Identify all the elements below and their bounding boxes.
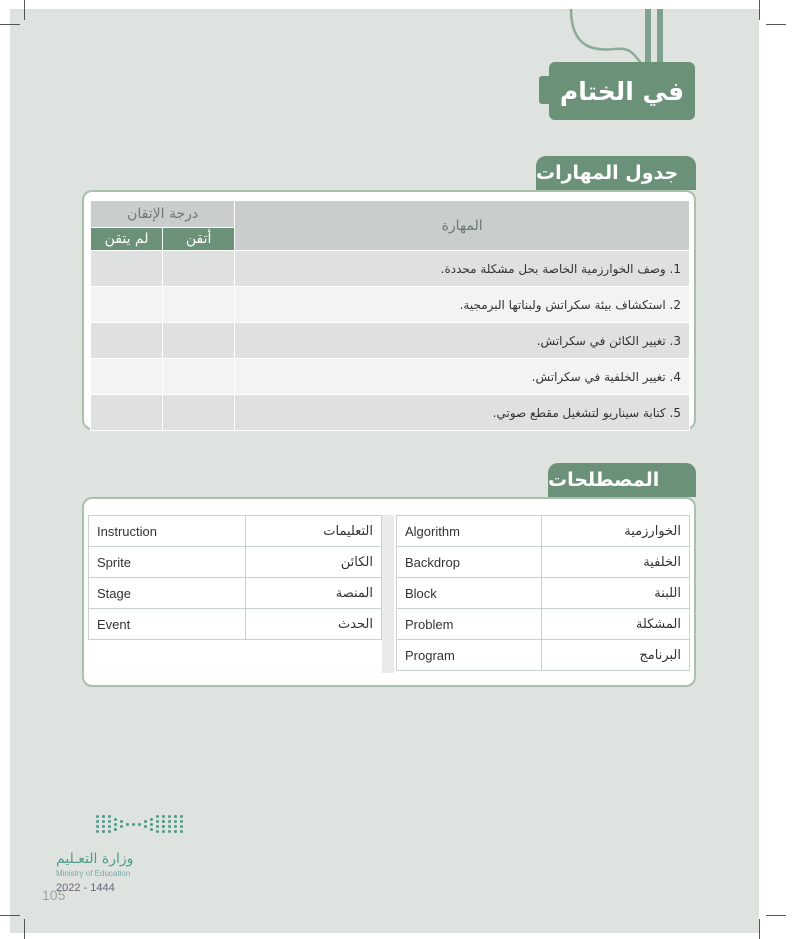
terms-table-left [88,515,382,640]
logo-dot [120,820,123,823]
term-arabic: الحدث [245,609,381,640]
term-english: Program [397,640,542,671]
mastered-checkbox[interactable] [163,323,235,359]
logo-dot [108,825,111,828]
term-english: Stage [89,578,246,609]
term-english: Sprite [89,547,246,578]
crop-mark [0,24,20,25]
ministry-logo-icon [96,815,188,837]
crop-mark [766,915,786,916]
logo-dot [96,820,99,823]
logo-dot [168,825,171,828]
table-row [91,359,690,395]
skill-text: 4. تغيير الخلفية في سكراتش. [235,359,690,395]
logo-dot [180,830,183,833]
ministry-name-english: Ministry of Education [56,869,131,878]
skills-title: جدول المهارات [536,162,679,184]
logo-dot [132,823,135,826]
table-row [91,323,690,359]
term-arabic: الخلفية [541,547,689,578]
logo-dot [180,825,183,828]
not-mastered-checkbox[interactable] [91,287,163,323]
term-english: Event [89,609,246,640]
crop-mark [24,919,25,939]
table-row [91,395,690,431]
term-arabic: المشكلة [541,609,689,640]
logo-dot [168,830,171,833]
term-arabic: المنصة [245,578,381,609]
crop-mark [759,0,760,20]
logo-dot [168,815,171,818]
term-english: Algorithm [397,516,542,547]
crop-mark [766,24,786,25]
logo-dot [108,815,111,818]
not-mastered-checkbox[interactable] [91,359,163,395]
logo-dot [126,823,129,826]
table-row [397,547,690,578]
table-row [91,287,690,323]
table-row [397,640,690,671]
mastered-checkbox[interactable] [163,359,235,395]
logo-dot [174,830,177,833]
academic-year: 2022 - 1444 [56,882,115,894]
table-row [89,609,382,640]
skills-title-tab [536,156,696,190]
logo-dot [120,825,123,828]
logo-dot [96,815,99,818]
logo-dot [156,830,159,833]
table-row [397,516,690,547]
term-english: Backdrop [397,547,542,578]
page-number: 105 [42,887,66,903]
logo-dot [174,815,177,818]
table-row [397,578,690,609]
skill-column-header: المهارة [235,201,690,251]
table-row [91,251,690,287]
logo-dot [102,830,105,833]
mastered-checkbox[interactable] [163,251,235,287]
logo-dot [180,820,183,823]
cable-decoration [657,9,663,69]
skill-text: 5. كتابة سيناريو لتشغيل مقطع صوتي. [235,395,690,431]
logo-dot [150,823,153,826]
logo-dot [162,825,165,828]
skill-text: 2. استكشاف بيئة سكراتش ولبناتها البرمجية. [235,287,690,323]
logo-dot [108,820,111,823]
logo-dot [156,820,159,823]
logo-dot [150,818,153,821]
skills-panel [82,190,696,430]
table-row [89,547,382,578]
not-mastered-checkbox[interactable] [91,395,163,431]
logo-dot [162,815,165,818]
logo-dot [114,828,117,831]
logo-dot [174,825,177,828]
chapter-closing-tag [549,62,695,120]
logo-dot [102,825,105,828]
table-row [89,516,382,547]
ministry-name-arabic: وزارة التعـليم [56,851,134,867]
terms-table-right [396,515,690,671]
logo-dot [102,815,105,818]
logo-dot [150,828,153,831]
crop-mark [24,0,25,20]
not-mastered-checkbox[interactable] [91,323,163,359]
mastered-header: أتقن [163,228,235,251]
logo-dot [138,823,141,826]
term-english: Problem [397,609,542,640]
mastered-checkbox[interactable] [163,395,235,431]
not-mastered-checkbox[interactable] [91,251,163,287]
skill-text: 1. وصف الخوارزمية الخاصة بحل مشكلة محددة. [235,251,690,287]
logo-dot [144,825,147,828]
logo-dot [174,820,177,823]
terms-title: المصطلحات [548,469,660,491]
logo-dot [114,823,117,826]
terms-title-tab [548,463,696,497]
logo-dot [156,815,159,818]
closing-title: في الختام [559,76,685,106]
logo-dot [144,820,147,823]
term-arabic: التعليمات [245,516,381,547]
term-arabic: البرنامج [541,640,689,671]
table-row [89,578,382,609]
terms-panel [82,497,696,687]
mastered-checkbox[interactable] [163,287,235,323]
term-arabic: اللبنة [541,578,689,609]
logo-dot [102,820,105,823]
term-arabic: الخوارزمية [541,516,689,547]
term-english: Instruction [89,516,246,547]
terms-divider [382,515,394,673]
term-english: Block [397,578,542,609]
logo-dot [96,830,99,833]
logo-dot [156,825,159,828]
table-row [397,609,690,640]
logo-dot [108,830,111,833]
logo-dot [162,830,165,833]
skill-text: 3. تغيير الكائن في سكراتش. [235,323,690,359]
logo-dot [180,815,183,818]
logo-dot [114,818,117,821]
crop-mark [0,915,20,916]
term-arabic: الكائن [245,547,381,578]
mastery-degree-header: درجة الإتقان [91,201,235,228]
skills-table [90,200,690,431]
crop-mark [759,919,760,939]
not-mastered-header: لم يتقن [91,228,163,251]
logo-dot [96,825,99,828]
logo-dot [162,820,165,823]
logo-dot [168,820,171,823]
